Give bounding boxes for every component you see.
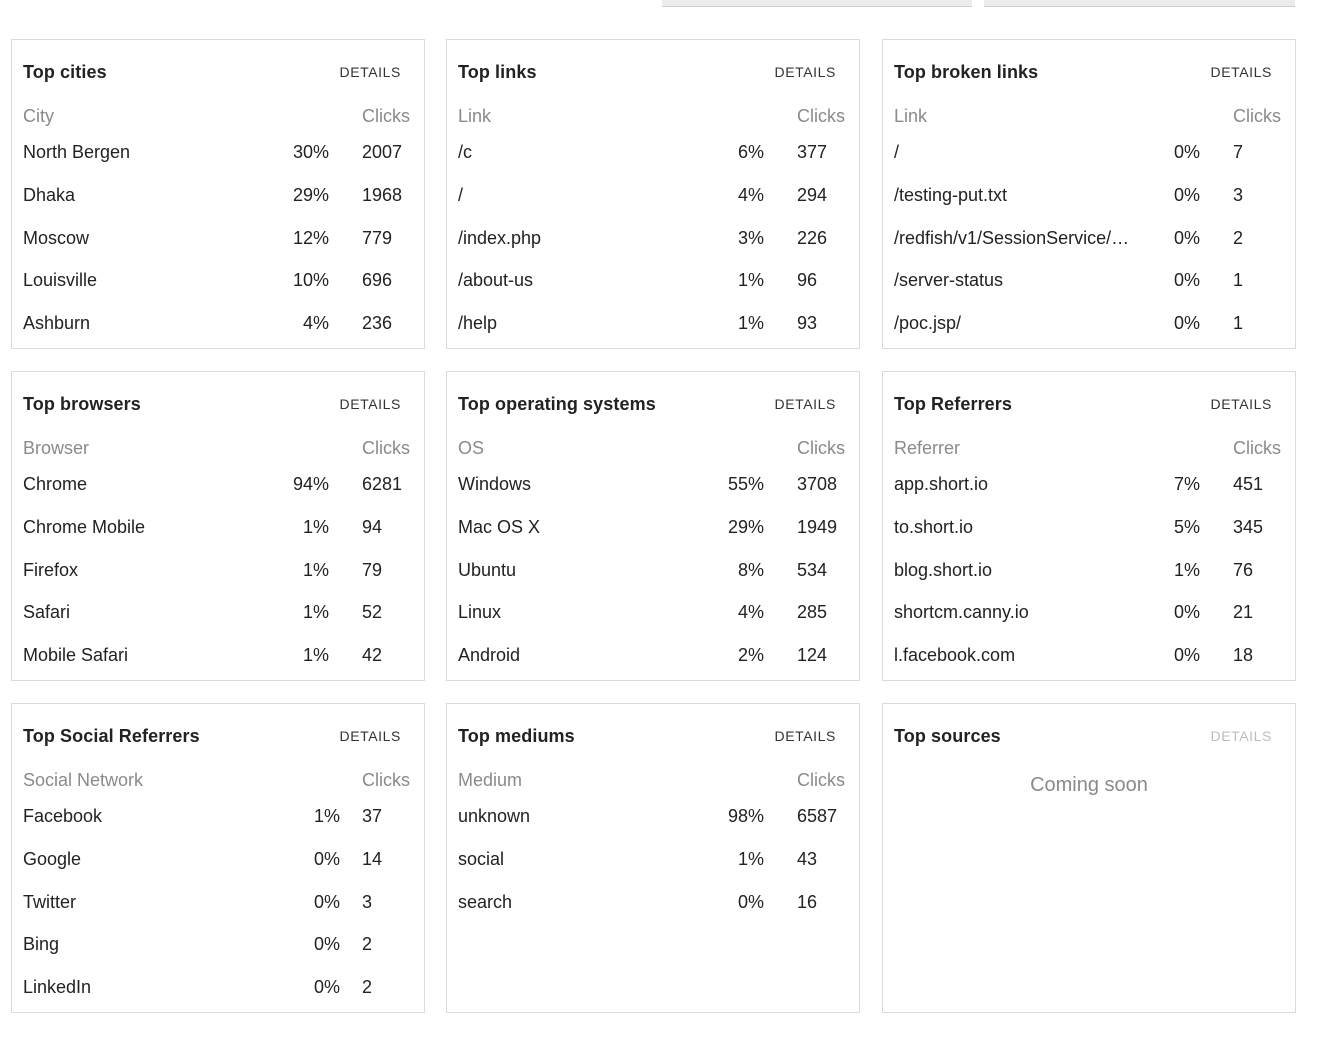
row-percent: 1% xyxy=(302,560,329,580)
row-name: blog.short.io xyxy=(894,560,993,580)
row-clicks: 37 xyxy=(362,806,383,826)
table-row[interactable] xyxy=(458,474,859,500)
card-top-browsers xyxy=(11,371,425,681)
column-clicks-header: Clicks xyxy=(362,438,410,458)
column-header xyxy=(458,438,859,462)
card-top-mediums xyxy=(446,703,860,1013)
row-name: search xyxy=(458,892,513,912)
column-header xyxy=(894,438,1295,462)
row-percent: 30% xyxy=(292,142,329,162)
row-percent: 1% xyxy=(1173,560,1200,580)
row-clicks: 1949 xyxy=(797,517,838,537)
table-row[interactable] xyxy=(894,142,1295,168)
row-percent: 12% xyxy=(292,228,329,248)
table-row[interactable] xyxy=(23,849,424,875)
column-clicks-header: Clicks xyxy=(362,106,410,126)
column-name-header: City xyxy=(23,106,54,126)
table-row[interactable] xyxy=(458,313,859,339)
column-header xyxy=(458,106,859,130)
column-name-header: Link xyxy=(458,106,492,126)
row-clicks: 236 xyxy=(362,313,393,333)
row-percent: 0% xyxy=(1173,270,1200,290)
row-name: Linux xyxy=(458,602,502,622)
row-name: /server-status xyxy=(894,270,1004,290)
details-button: DETAILS xyxy=(1210,728,1272,744)
column-clicks-header: Clicks xyxy=(797,438,845,458)
row-percent: 1% xyxy=(737,313,764,333)
table-row[interactable] xyxy=(458,517,859,543)
top-tab-bar-right xyxy=(984,0,1295,7)
column-name-header: OS xyxy=(458,438,485,458)
row-name: Firefox xyxy=(23,560,79,580)
row-name: Safari xyxy=(23,602,71,622)
card-title: Top browsers xyxy=(23,393,141,414)
coming-soon-text: Coming soon xyxy=(1030,774,1148,796)
row-name: Ubuntu xyxy=(458,560,517,580)
row-percent: 1% xyxy=(302,517,329,537)
table-row[interactable] xyxy=(894,560,1295,586)
card-title: Top links xyxy=(458,61,537,82)
column-clicks-header: Clicks xyxy=(1233,106,1281,126)
row-clicks: 2007 xyxy=(362,142,403,162)
details-button[interactable]: DETAILS xyxy=(774,396,836,412)
row-percent: 55% xyxy=(727,474,764,494)
column-header xyxy=(23,770,424,794)
row-clicks: 6587 xyxy=(797,806,838,826)
details-button[interactable]: DETAILS xyxy=(774,728,836,744)
row-percent: 1% xyxy=(302,645,329,665)
row-percent: 0% xyxy=(1173,602,1200,622)
row-clicks: 124 xyxy=(797,645,828,665)
row-percent: 29% xyxy=(727,517,764,537)
table-row[interactable] xyxy=(23,474,424,500)
row-clicks: 3 xyxy=(1233,185,1244,205)
row-clicks: 7 xyxy=(1233,142,1244,162)
row-clicks: 79 xyxy=(362,560,383,580)
row-clicks: 345 xyxy=(1233,517,1264,537)
column-name-header: Referrer xyxy=(894,438,961,458)
row-name: Ashburn xyxy=(23,313,91,333)
row-percent: 7% xyxy=(1173,474,1200,494)
row-name: Mac OS X xyxy=(458,517,541,537)
row-clicks: 96 xyxy=(797,270,818,290)
row-clicks: 14 xyxy=(362,849,383,869)
table-row[interactable] xyxy=(458,892,859,918)
row-clicks: 3708 xyxy=(797,474,838,494)
row-percent: 0% xyxy=(737,892,764,912)
card-title: Top operating systems xyxy=(458,393,656,414)
row-clicks: 18 xyxy=(1233,645,1254,665)
table-row[interactable] xyxy=(458,270,859,296)
row-percent: 0% xyxy=(313,892,340,912)
row-name: Bing xyxy=(23,934,60,954)
column-header xyxy=(23,106,424,130)
card-top-sources xyxy=(882,703,1296,1013)
row-clicks: 3 xyxy=(362,892,373,912)
table-row[interactable] xyxy=(23,228,424,254)
row-clicks: 1968 xyxy=(362,185,403,205)
row-clicks: 2 xyxy=(362,977,373,997)
row-clicks: 76 xyxy=(1233,560,1254,580)
card-top-social-referrers xyxy=(11,703,425,1013)
row-clicks: 2 xyxy=(362,934,373,954)
row-percent: 6% xyxy=(737,142,764,162)
card-title: Top sources xyxy=(894,725,1001,746)
row-name: /c xyxy=(458,142,473,162)
row-percent: 98% xyxy=(727,806,764,826)
row-clicks: 779 xyxy=(362,228,393,248)
table-row[interactable] xyxy=(23,645,424,671)
details-button[interactable]: DETAILS xyxy=(339,64,401,80)
row-percent: 0% xyxy=(1173,645,1200,665)
card-title: Top cities xyxy=(23,61,107,82)
row-name: Moscow xyxy=(23,228,90,248)
row-name: shortcm.canny.io xyxy=(894,602,1029,622)
row-clicks: 16 xyxy=(797,892,818,912)
card-title: Top broken links xyxy=(894,61,1039,82)
table-row[interactable] xyxy=(23,517,424,543)
row-name: social xyxy=(458,849,505,869)
row-percent: 0% xyxy=(1173,228,1200,248)
row-name: /poc.jsp/ xyxy=(894,313,962,333)
table-row[interactable] xyxy=(894,517,1295,543)
row-percent: 0% xyxy=(1173,313,1200,333)
column-name-header: Link xyxy=(894,106,928,126)
column-clicks-header: Clicks xyxy=(797,770,845,790)
row-clicks: 94 xyxy=(362,517,383,537)
row-name: to.short.io xyxy=(894,517,974,537)
row-name: Dhaka xyxy=(23,185,76,205)
row-percent: 0% xyxy=(1173,142,1200,162)
row-percent: 0% xyxy=(313,934,340,954)
row-percent: 10% xyxy=(292,270,329,290)
row-name: Windows xyxy=(458,474,532,494)
row-name: /index.php xyxy=(458,228,542,248)
row-name: /testing-put.txt xyxy=(894,185,1008,205)
row-clicks: 377 xyxy=(797,142,828,162)
column-name-header: Social Network xyxy=(23,770,144,790)
row-clicks: 6281 xyxy=(362,474,403,494)
table-row[interactable] xyxy=(894,474,1295,500)
table-row[interactable] xyxy=(23,560,424,586)
row-percent: 29% xyxy=(292,185,329,205)
card-top-links xyxy=(446,39,860,349)
row-name: Twitter xyxy=(23,892,77,912)
row-name: North Bergen xyxy=(23,142,131,162)
row-percent: 1% xyxy=(737,270,764,290)
row-name: Chrome xyxy=(23,474,88,494)
table-row[interactable] xyxy=(23,934,424,960)
row-percent: 0% xyxy=(1173,185,1200,205)
row-percent: 1% xyxy=(302,602,329,622)
table-row[interactable] xyxy=(23,313,424,339)
card-top-referrers xyxy=(882,371,1296,681)
row-name: /help xyxy=(458,313,498,333)
details-button[interactable]: DETAILS xyxy=(339,728,401,744)
row-name: l.facebook.com xyxy=(894,645,1016,665)
card-top-cities xyxy=(11,39,425,349)
card-top-broken-links xyxy=(882,39,1296,349)
row-clicks: 294 xyxy=(797,185,828,205)
row-percent: 4% xyxy=(737,602,764,622)
row-percent: 4% xyxy=(302,313,329,333)
table-row[interactable] xyxy=(458,142,859,168)
table-row[interactable] xyxy=(458,560,859,586)
card-top-operating-systems xyxy=(446,371,860,681)
row-clicks: 696 xyxy=(362,270,393,290)
column-header xyxy=(894,106,1295,130)
row-name: Android xyxy=(458,645,521,665)
column-clicks-header: Clicks xyxy=(1233,438,1281,458)
details-button[interactable]: DETAILS xyxy=(1210,396,1272,412)
row-name: / xyxy=(458,185,464,205)
table-row[interactable] xyxy=(23,270,424,296)
table-row[interactable] xyxy=(458,645,859,671)
table-row[interactable] xyxy=(894,228,1295,254)
top-tab-bar-left xyxy=(662,0,972,7)
column-clicks-header: Clicks xyxy=(362,770,410,790)
card-title: Top Social Referrers xyxy=(23,725,200,746)
row-percent: 0% xyxy=(313,849,340,869)
row-percent: 94% xyxy=(292,474,329,494)
row-percent: 2% xyxy=(737,645,764,665)
row-percent: 5% xyxy=(1173,517,1200,537)
table-row[interactable] xyxy=(23,977,424,1003)
table-row[interactable] xyxy=(894,602,1295,628)
row-clicks: 285 xyxy=(797,602,828,622)
row-clicks: 1 xyxy=(1233,313,1244,333)
row-name: Chrome Mobile xyxy=(23,517,146,537)
row-name: unknown xyxy=(458,806,531,826)
row-percent: 3% xyxy=(737,228,764,248)
row-name: LinkedIn xyxy=(23,977,92,997)
card-title: Top mediums xyxy=(458,725,575,746)
column-header xyxy=(458,770,859,794)
row-percent: 1% xyxy=(737,849,764,869)
row-clicks: 226 xyxy=(797,228,828,248)
details-button[interactable]: DETAILS xyxy=(339,396,401,412)
row-clicks: 1 xyxy=(1233,270,1244,290)
table-row[interactable] xyxy=(23,892,424,918)
column-clicks-header: Clicks xyxy=(797,106,845,126)
row-name: /redfish/v1/SessionService/… xyxy=(894,228,1130,248)
row-percent: 4% xyxy=(737,185,764,205)
row-name: app.short.io xyxy=(894,474,989,494)
column-name-header: Medium xyxy=(458,770,523,790)
table-row[interactable] xyxy=(23,185,424,211)
table-row[interactable] xyxy=(23,602,424,628)
table-row[interactable] xyxy=(458,602,859,628)
row-name: Facebook xyxy=(23,806,103,826)
table-row[interactable] xyxy=(894,270,1295,296)
card-title: Top Referrers xyxy=(894,393,1013,414)
row-percent: 8% xyxy=(737,560,764,580)
row-percent: 1% xyxy=(313,806,340,826)
details-button[interactable]: DETAILS xyxy=(1210,64,1272,80)
column-header xyxy=(23,438,424,462)
row-clicks: 2 xyxy=(1233,228,1244,248)
row-name: Google xyxy=(23,849,82,869)
row-name: /about-us xyxy=(458,270,534,290)
row-clicks: 93 xyxy=(797,313,818,333)
row-clicks: 451 xyxy=(1233,474,1264,494)
column-name-header: Browser xyxy=(23,438,90,458)
table-row[interactable] xyxy=(458,228,859,254)
table-row[interactable] xyxy=(23,142,424,168)
row-name: / xyxy=(894,142,900,162)
row-name: Mobile Safari xyxy=(23,645,129,665)
table-row[interactable] xyxy=(894,645,1295,671)
row-clicks: 21 xyxy=(1233,602,1254,622)
table-row[interactable] xyxy=(458,806,859,832)
row-clicks: 43 xyxy=(797,849,818,869)
row-clicks: 42 xyxy=(362,645,383,665)
row-name: Louisville xyxy=(23,270,98,290)
row-percent: 0% xyxy=(313,977,340,997)
table-row[interactable] xyxy=(23,806,424,832)
table-row[interactable] xyxy=(894,313,1295,339)
details-button[interactable]: DETAILS xyxy=(774,64,836,80)
table-row[interactable] xyxy=(894,185,1295,211)
table-row[interactable] xyxy=(458,185,859,211)
row-clicks: 52 xyxy=(362,602,383,622)
row-clicks: 534 xyxy=(797,560,828,580)
table-row[interactable] xyxy=(458,849,859,875)
